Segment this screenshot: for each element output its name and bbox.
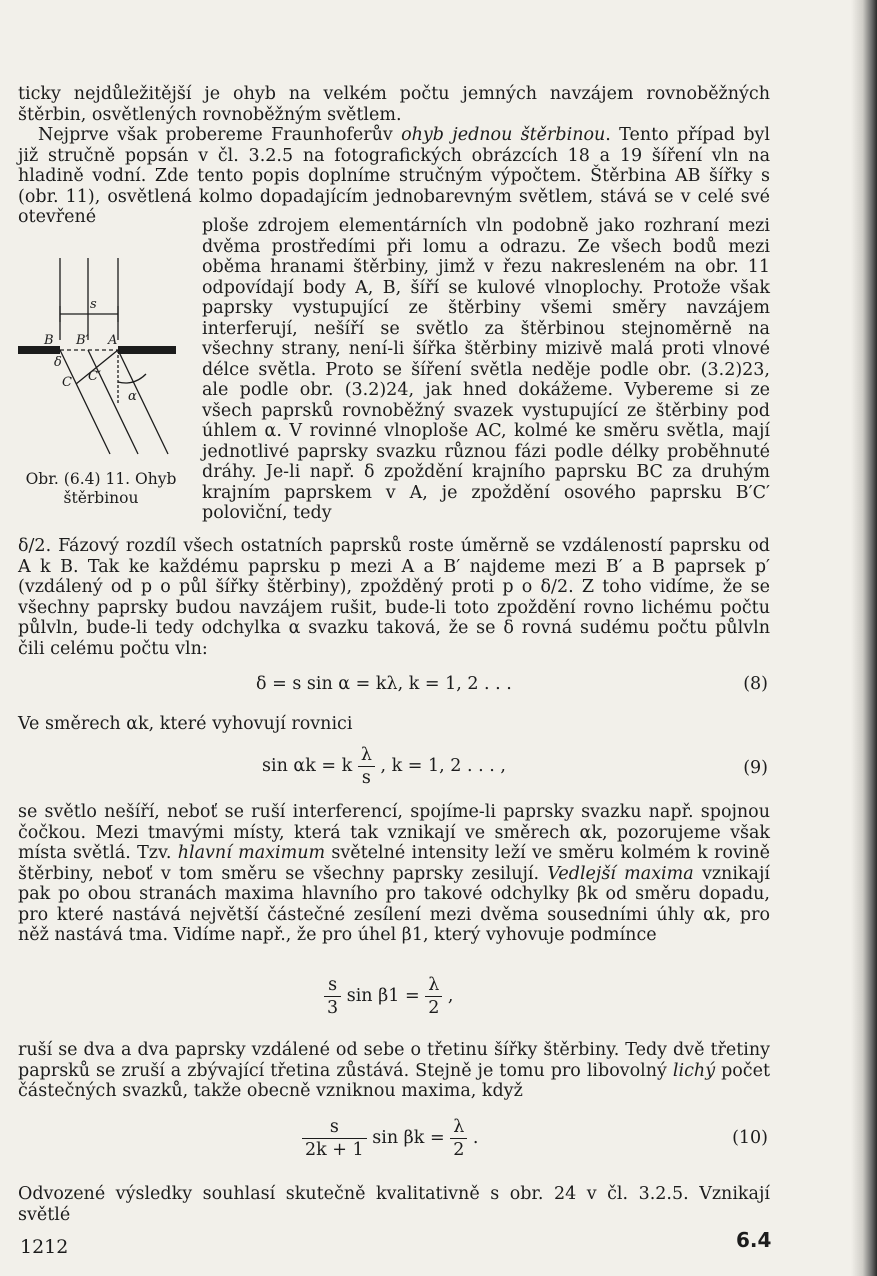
eq9-left: sin αk = k [262, 756, 353, 776]
eqb1-right-den: 2 [428, 998, 440, 1018]
eqb1-right-num: λ [425, 974, 442, 997]
equation-10 [18, 1116, 770, 1168]
equation-8-number: (8) [743, 674, 768, 694]
p5-text-b: počet částečných svazků, takže obecně vzniknou maxima, když [18, 1060, 770, 1101]
paragraph-6: Odvozené výsledky souhlasí skutečně kvalitativně s obr. 24 v čl. 3.2.5. Vznikají světlé [18, 1184, 770, 1225]
eq9-fraction [358, 744, 375, 789]
eq9-frac-den: s [361, 768, 371, 788]
paragraph-3: Ve směrech αk, které vyhovují rovnici [18, 714, 353, 734]
paragraph-2-start [18, 125, 770, 228]
continuation-text: δ/2. Fázový rozdíl všech ostatních paprsků roste úměrně se vzdáleností paprsku od A k B. Tak ke každému paprsku p mezi A a B′ najdeme mezi B′ a B paprsek p′ (vzdálený od p o půl šířky štěrbiny), zpožděný proti p o δ/2. Z toho vidíme, že se všechny paprsky budou navzájem rušit, bude-li toto zpoždění rovno lichému počtu půlvln, bude-li tedy odchylka α svazku taková, že se δ rovná sudému počtu půlvln čili celému počtu vln: [18, 536, 770, 659]
eqb1-left-num: s [324, 974, 341, 997]
p5-italic: lichý [672, 1060, 716, 1081]
page-number: 1212 [20, 1236, 69, 1258]
eq9-frac-num: λ [358, 744, 375, 767]
p4-text-a: se světlo nešíří, neboť se ruší interferencí, spojíme-li paprsky svazku např. spojnou čočkou. Mezi tmavými místy, která tak vznikají ve směrech αk, pozorujeme však místa světlá. Tzv. [18, 802, 770, 863]
top-text-block [18, 84, 770, 228]
equation-beta1 [18, 974, 770, 1026]
screen-right [118, 346, 176, 354]
p2-text-b: . Tento případ byl již stručně popsán v čl. 3.2.5 na fotografických obrázcích 18 a 19 šíření vln na hladině vodní. Zde tento popis doplníme stručným výpočtem. Štěrbina AB šířky s (obr. 11), osvětlená kolmo dopadajícím jednobarevným světlem, stává se v celé své otevřené [18, 125, 771, 227]
equation-10-number: (10) [732, 1128, 768, 1148]
label-s: s [90, 297, 97, 312]
page-edge-shadow [851, 0, 877, 1276]
eqb1-fraction-right [425, 974, 442, 1019]
equation-10-expr [302, 1116, 478, 1161]
eq10-right-num: λ [450, 1116, 467, 1139]
diffracted-ray-1 [60, 350, 110, 454]
p2-text-a: Nejprve však probereme Fraunhoferův [38, 125, 402, 145]
section-number: 6.4 [736, 1228, 772, 1252]
diffracted-ray-3 [118, 350, 168, 454]
equation-beta1-expr [324, 974, 453, 1019]
p4-italic-1: hlavní maximum [177, 843, 326, 863]
eqb1-end: , [447, 986, 454, 1006]
eq10-mid: sin βk = [372, 1128, 445, 1148]
eq10-left-num: s [302, 1116, 367, 1139]
label-C: C [62, 375, 72, 390]
eq10-left-den: 2k + 1 [305, 1140, 364, 1160]
p4-text-b: světelné intensity leží ve směru kolmém k rovině štěrbiny, neboť v tom směru se všechny paprsky zesilují. [18, 843, 771, 884]
equation-9-number: (9) [743, 758, 768, 778]
p5-text-a: ruší se dva a dva paprsky vzdálené od sebe o třetinu šířky štěrbiny. Tedy dvě třetiny paprsků se zruší a zbývající třetina zůstává. Stejně je tomu pro libovolný [18, 1040, 770, 1081]
label-B-prime: B′ [76, 333, 89, 348]
paragraph-5 [18, 1040, 770, 1102]
slit-diffraction-figure [14, 254, 196, 459]
equation-8 [18, 674, 770, 698]
paragraph-1: ticky nejdůležitější je ohyb na velkém počtu jemných navzájem rovnoběžných štěrbin, osvětlených rovnoběžným světlem. [18, 84, 770, 125]
eq10-fraction-left [302, 1116, 367, 1161]
label-delta: δ [54, 355, 62, 370]
screen-left [18, 346, 60, 354]
eqb1-mid: sin β1 = [346, 986, 420, 1006]
equation-8-expr: δ = s sin α = kλ, k = 1, 2 . . . [256, 674, 512, 694]
equation-9 [18, 744, 770, 794]
eq9-right: , k = 1, 2 . . . , [380, 756, 506, 776]
label-B: B [44, 333, 54, 348]
figure-caption: Obr. (6.4) 11. Ohyb štěrbinou [25, 470, 177, 507]
eq10-end: . [472, 1128, 479, 1148]
eq10-right-den: 2 [453, 1140, 465, 1160]
eqb1-fraction-left [324, 974, 341, 1019]
label-C-prime: C′ [88, 369, 101, 384]
label-alpha: α [128, 389, 137, 404]
p4-text-c: vznikají pak po obou stranách maxima hlavního pro takové odchylky βk od směru dopadu, pro které nastává největší částečné zesílení mezi dvěma sousedními úhly αk, pro něž nastává tma. Vidíme např., že pro úhel β1, který vyhovuje podmínce [18, 863, 770, 945]
wrapped-text-block: ploše zdrojem elementárních vln podobně jako rozhraní mezi dvěma prostředími při lomu a odrazu. Ze všech bodů mezi oběma hranami štěrbiny, jimž v řezu nakresleném na obr. 11 odpovídají body A, B, šíří se kulové vlnoplochy. Protože však paprsky vystupující ze štěrbiny všemi směry navzájem interferují, nešíří se světlo za štěrbinou stejnoměrně na všechny strany, není-li šířka štěrbiny mizivě malá proti vlnové délce světla. Proto se šíření světla neděje podle obr. (3.2)23, ale podle obr. (3.2)24, jak hned dokážeme. Vybereme si ze všech paprsků rovnoběžný svazek vystupující ze štěrbiny pod úhlem α. V rovinné vlnoploše AC, kolmé ke směru světla, mají jednotlivé paprsky svazku různou fázi podle délky proběhnuté dráhy. Je-li např. δ zpoždění krajního paprsku BC za druhým krajním paprskem v A, je zpoždění osového paprsku B′C′ poloviční, tedy [202, 216, 770, 523]
p2-italic: ohyb jednou štěrbinou [401, 125, 606, 145]
eqb1-left-den: 3 [327, 998, 339, 1018]
eq10-fraction-right [450, 1116, 467, 1161]
equation-9-expr [262, 744, 506, 789]
label-A: A [108, 333, 118, 348]
p4-italic-2: Vedlejší maxima [547, 863, 694, 884]
paragraph-4 [18, 802, 770, 946]
